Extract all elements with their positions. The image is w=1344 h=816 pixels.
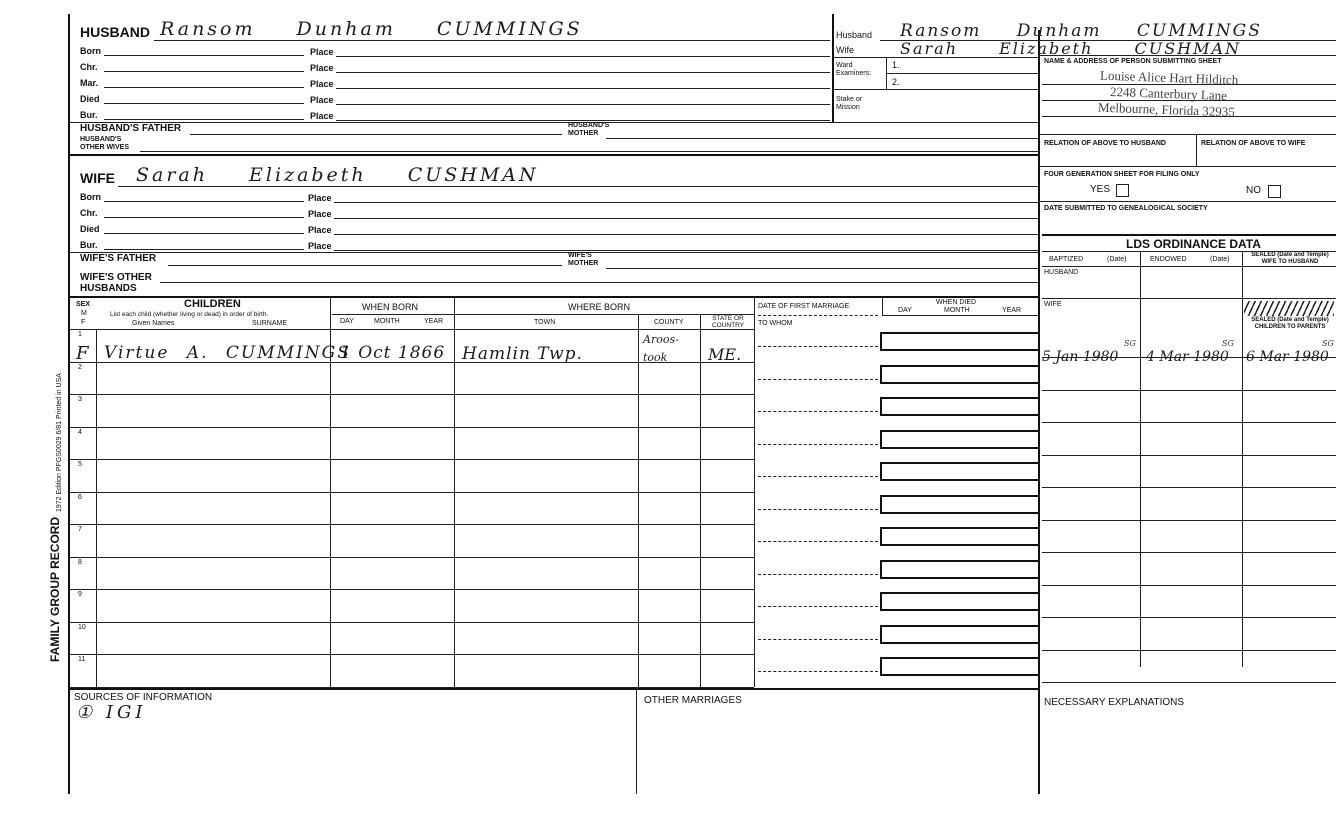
child1-sex: F — [76, 343, 89, 364]
lds-row-line — [1042, 552, 1336, 553]
child1-sealed: 6 Mar 1980 — [1246, 349, 1329, 365]
child1-endowed: 4 Mar 1980 — [1146, 349, 1229, 365]
wife-name: Sarah Elizabeth CUSHMAN — [136, 164, 539, 186]
wife-bur-label: Bur. — [80, 240, 98, 250]
marriage-date-dash — [758, 509, 878, 510]
death-date-bracket — [880, 332, 1040, 351]
sealed-wife-header: SEALED (Date and Temple) WIFE TO HUSBAND — [1251, 252, 1329, 265]
when-born-header: WHEN BORN — [362, 302, 418, 312]
wife-died-place-label: Place — [308, 225, 332, 235]
marriage-date-dash — [758, 541, 878, 542]
husband-died-place-label: Place — [310, 95, 334, 105]
child1-baptized-temple: SG — [1124, 339, 1136, 348]
marriage-date-dash — [758, 379, 878, 380]
death-date-bracket — [880, 495, 1040, 514]
born-year-header: YEAR — [424, 318, 444, 325]
row-number: 10 — [78, 623, 86, 631]
endowed-date-header: (Date) — [1210, 256, 1230, 263]
other-marriages-label: OTHER MARRIAGES — [644, 695, 742, 706]
row-line — [70, 492, 754, 493]
to-whom-header: TO WHOM — [758, 320, 793, 327]
lds-husband-row-label: HUSBAND — [1044, 269, 1079, 276]
wife-born-place-label: Place — [308, 193, 332, 203]
lds-row-line — [1042, 520, 1336, 521]
death-date-bracket — [880, 560, 1040, 579]
children-header: CHILDREN — [184, 298, 241, 310]
relation-to-husband-label: RELATION OF ABOVE TO HUSBAND — [1044, 140, 1166, 147]
row-number: 9 — [78, 591, 82, 598]
right-husband-value: Ransom Dunham CUMMINGS — [900, 21, 1262, 41]
lds-row-line — [1042, 455, 1336, 456]
form-title: FAMILY GROUP RECORD — [48, 516, 62, 662]
death-date-bracket — [880, 625, 1040, 644]
marriage-date-dash — [758, 606, 878, 607]
child1-endowed-temple: SG — [1222, 339, 1234, 348]
death-date-bracket — [880, 365, 1040, 384]
marriage-date-dash — [758, 476, 878, 477]
husband-mar-label: Mar. — [80, 78, 99, 88]
row-line — [70, 394, 754, 395]
stake-mission-label: Stake or Mission — [836, 96, 863, 111]
died-year-header: YEAR — [1002, 307, 1022, 314]
yes-checkbox[interactable] — [1116, 184, 1129, 197]
sources-value: ① IGI — [76, 702, 147, 723]
edition-note: 1972 Edition PFGS0029 6/81 Printed in USA — [56, 373, 63, 512]
child1-county: Aroos-took — [643, 333, 679, 364]
child1-sealed-temple: SG — [1322, 339, 1334, 348]
endowed-header: ENDOWED — [1150, 256, 1187, 263]
sex-f: F — [81, 319, 86, 326]
marriage-date-dash — [758, 639, 878, 640]
lds-ordinance-title: LDS ORDINANCE DATA — [1126, 237, 1261, 251]
husbands-mother-label: HUSBAND'S MOTHER — [568, 122, 610, 137]
wifes-mother-label: WIFE'S MOTHER — [568, 252, 599, 267]
death-date-bracket — [880, 657, 1040, 676]
wife-label: WIFE — [80, 170, 115, 186]
right-wife-label: Wife — [836, 45, 854, 55]
lds-row-line — [1042, 487, 1336, 488]
right-wife-value: Sarah Elizabeth CUSHMAN — [900, 39, 1242, 58]
husband-bur-label: Bur. — [80, 110, 98, 120]
husband-born-place-label: Place — [310, 47, 334, 57]
sealed-children-header: SEALED (Date and Temple) CHILDREN TO PARENTS — [1251, 317, 1329, 330]
husband-chr-place-label: Place — [310, 63, 334, 73]
husbands-other-wives-label: HUSBAND'S OTHER WIVES — [80, 136, 130, 151]
row-number: 8 — [78, 558, 82, 566]
row-number: 7 — [78, 526, 82, 533]
lds-row-line — [1042, 650, 1336, 651]
right-husband-label: Husband — [836, 30, 873, 40]
wife-bur-place-label: Place — [308, 241, 332, 251]
row-number: 4 — [78, 428, 82, 436]
first-marriage-header: DATE OF FIRST MARRIAGE — [758, 303, 850, 310]
husband-died-label: Died — [80, 94, 100, 104]
wifes-other-husbands-label: WIFE'S OTHER HUSBANDS — [80, 272, 152, 294]
examiner-1: 1. — [892, 60, 900, 70]
no-checkbox[interactable] — [1268, 185, 1281, 198]
header-divider — [832, 14, 834, 122]
marriage-date-dash — [758, 574, 878, 575]
row-number: 6 — [78, 493, 82, 501]
husband-bur-place-label: Place — [310, 111, 334, 121]
submitter-street: 2248 Canterbury Lane — [1109, 83, 1228, 104]
husband-mar-place-label: Place — [310, 79, 334, 89]
row-number: 5 — [78, 461, 82, 468]
row-number: 3 — [78, 396, 82, 403]
surname-header: SURNAME — [252, 320, 288, 327]
husband-chr-label: Chr. — [80, 62, 98, 72]
marriage-date-dash — [758, 671, 878, 672]
ward-examiners-label: Ward Examiners: — [836, 62, 872, 77]
children-note: List each child (whether living or dead) in order of birth. — [110, 311, 269, 318]
death-date-bracket — [880, 430, 1040, 449]
born-day-header: DAY — [340, 318, 354, 325]
wife-died-label: Died — [80, 224, 100, 234]
baptized-date-header: (Date) — [1107, 256, 1127, 263]
husband-born-label: Born — [80, 46, 101, 56]
row-line — [70, 654, 754, 655]
wifes-father-label: WIFE'S FATHER — [80, 253, 157, 264]
wife-chr-place-label: Place — [308, 209, 332, 219]
row-line — [70, 622, 754, 623]
state-header: STATE OR COUNTRY — [711, 315, 745, 329]
wife-chr-label: Chr. — [80, 208, 98, 218]
child1-baptized: 5 Jan 1980 — [1042, 349, 1119, 365]
relation-to-wife-label: RELATION OF ABOVE TO WIFE — [1201, 140, 1306, 147]
husbands-father-label: HUSBAND'S FATHER — [80, 123, 182, 134]
child1-born: 1 Oct 1866 — [340, 343, 446, 363]
no-label: NO — [1246, 185, 1261, 196]
born-month-header: MONTH — [374, 318, 400, 325]
death-date-bracket — [880, 592, 1040, 611]
hatched-area — [1244, 301, 1334, 316]
row-number: 11 — [78, 656, 86, 663]
wife-born-label: Born — [80, 192, 101, 202]
husband-label: HUSBAND — [80, 24, 150, 40]
necessary-explanations-label: NECESSARY EXPLANATIONS — [1044, 697, 1185, 708]
lds-row-line — [1042, 390, 1336, 391]
lds-row-line — [1042, 585, 1336, 586]
row-number: 2 — [78, 363, 82, 371]
baptized-header: BAPTIZED — [1049, 256, 1084, 263]
row-line — [70, 459, 754, 460]
lds-row-line — [1042, 617, 1336, 618]
sources-label: SOURCES OF INFORMATION — [74, 692, 213, 703]
died-day-header: DAY — [898, 307, 912, 314]
county-header: COUNTY — [654, 319, 684, 326]
yes-label: YES — [1090, 184, 1111, 195]
marriage-date-dash — [758, 346, 878, 347]
row-line — [70, 329, 754, 330]
four-generation-label: FOUR GENERATION SHEET FOR FILING ONLY — [1044, 171, 1200, 178]
husband-name: Ransom Dunham CUMMINGS — [160, 18, 583, 40]
marriage-date-dash — [758, 444, 878, 445]
sex-m: M — [81, 310, 87, 317]
lds-row-line — [1042, 682, 1336, 683]
row-number: 1 — [78, 331, 82, 338]
submitter-label: NAME & ADDRESS OF PERSON SUBMITTING SHEET — [1044, 58, 1222, 65]
when-died-header: WHEN DIED — [936, 299, 977, 306]
date-submitted-label: DATE SUBMITTED TO GENEALOGICAL SOCIETY — [1044, 205, 1208, 212]
lds-row-line — [1042, 422, 1336, 423]
where-born-header: WHERE BORN — [568, 302, 631, 312]
examiner-2: 2. — [892, 77, 900, 87]
child1-town: Hamlin Twp. — [462, 344, 583, 364]
given-names-header: Given Names — [132, 320, 175, 327]
died-month-header: MONTH — [944, 307, 970, 314]
town-header: TOWN — [534, 319, 556, 326]
left-border — [68, 14, 70, 794]
submitter-city: Melbourne, Florida 32935 — [1097, 99, 1236, 120]
row-line — [70, 427, 754, 428]
death-date-bracket — [880, 527, 1040, 546]
death-date-bracket — [880, 397, 1040, 416]
child1-name: Virtue A. CUMMINGS — [104, 343, 351, 363]
death-date-bracket — [880, 462, 1040, 481]
sex-header: SEX — [76, 301, 91, 308]
marriage-date-dash — [758, 411, 878, 412]
row-line — [70, 557, 754, 558]
row-line — [70, 589, 754, 590]
child1-state: ME. — [708, 345, 742, 364]
lds-wife-row-label: WIFE — [1044, 301, 1062, 308]
row-line — [70, 524, 754, 525]
submitter-name: Louise Alice Hart Hilditch — [1099, 67, 1239, 88]
